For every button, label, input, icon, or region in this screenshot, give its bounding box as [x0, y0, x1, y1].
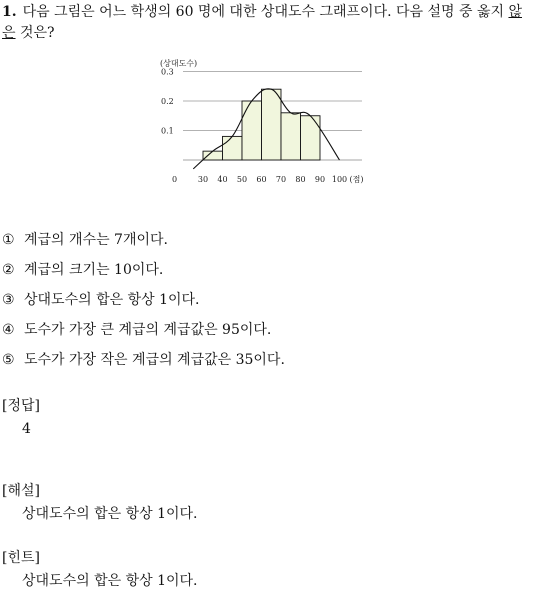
option-3[interactable]	[2, 289, 522, 319]
explanation-section	[2, 481, 522, 524]
options-list	[2, 229, 522, 379]
chart-bar	[262, 89, 282, 160]
option-1[interactable]	[2, 229, 522, 259]
chart-x-tick-label: 40	[217, 175, 228, 184]
option-2[interactable]	[2, 259, 522, 289]
answer-value: 4	[22, 421, 31, 437]
option-1-text: 계급의 개수는 7개이다.	[24, 232, 168, 248]
chart-y-tick-label: 0.1	[161, 126, 174, 136]
chart-bar	[223, 136, 243, 160]
chart-x-tick-label: 60	[256, 175, 267, 184]
question-number: 1.	[2, 4, 17, 20]
option-1-number: ①	[2, 232, 15, 248]
question-underlined-word: 않은	[2, 4, 522, 41]
answer-section	[2, 396, 522, 439]
hint-text: 상대도수의 합은 항상 1이다.	[22, 573, 198, 589]
option-5-text: 도수가 가장 작은 계급의 계급값은 35이다.	[24, 352, 285, 368]
explanation-text: 상대도수의 합은 항상 1이다.	[22, 506, 198, 522]
chart-x-tick-label: 70	[275, 175, 287, 184]
question-text-before: 다음 그림은 어느 학생의 60 명에 대한 상대도수 그래프이다. 다음 설명 중 옳지	[22, 4, 509, 20]
chart-bar	[301, 116, 321, 160]
chart-x-tick-label: 100	[331, 175, 348, 184]
chart-y-tick-label: 0.3	[161, 67, 174, 77]
chart-bar	[242, 101, 262, 160]
option-4-text: 도수가 가장 큰 계급의 계급값은 95이다.	[24, 322, 272, 338]
option-3-number: ③	[2, 292, 15, 308]
chart-svg	[150, 55, 390, 190]
hint-section	[2, 548, 522, 591]
chart-x-axis-label: (점)	[349, 175, 364, 184]
chart-y-tick-label: 0.2	[161, 97, 174, 106]
question-text-after: 것은?	[15, 25, 55, 41]
answer-label: [정답]	[2, 398, 40, 414]
chart-x-tick-label: 90	[314, 175, 326, 184]
option-4-number: ④	[2, 322, 15, 338]
option-4[interactable]	[2, 319, 522, 349]
chart-x-tick-label: 30	[197, 175, 209, 184]
explanation-label: [해설]	[2, 483, 40, 499]
chart-y-axis-label: (상대도수)	[160, 59, 198, 68]
chart-bar	[203, 151, 223, 160]
relative-frequency-chart	[150, 55, 390, 190]
chart-x-origin-label: 0	[172, 175, 178, 184]
hint-label: [힌트]	[2, 550, 40, 566]
chart-bar	[281, 113, 301, 160]
question-text	[2, 2, 530, 44]
chart-x-tick-label: 80	[295, 175, 306, 184]
option-5-number: ⑤	[2, 352, 15, 368]
option-3-text: 상대도수의 합은 항상 1이다.	[24, 292, 200, 308]
option-5[interactable]	[2, 349, 522, 379]
chart-x-tick-label: 50	[236, 175, 248, 184]
option-2-text: 계급의 크기는 10이다.	[24, 262, 164, 278]
option-2-number: ②	[2, 262, 15, 278]
